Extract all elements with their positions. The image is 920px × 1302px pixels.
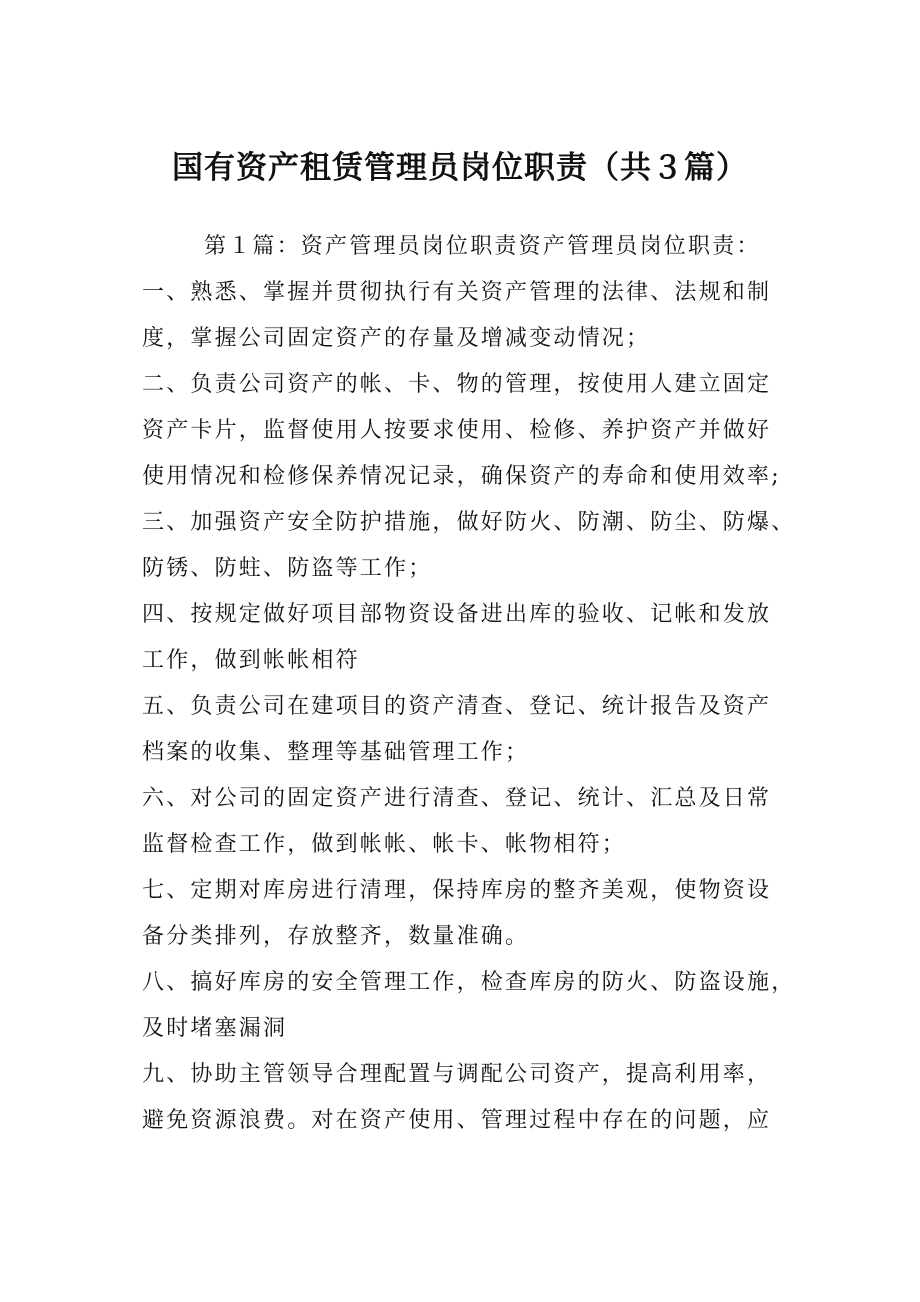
document-body (142, 224, 796, 1144)
body-line: 九、协助主管领导合理配置与调配公司资产，提高利用率， (142, 1062, 772, 1087)
body-line: 资产卡片，监督使用人按要求使用、检修、养护资产并做好 (142, 418, 772, 443)
body-line: 七、定期对库房进行清理，保持库房的整齐美观，使物资设 (142, 878, 772, 903)
body-line: 备分类排列，存放整齐，数量准确。 (142, 924, 530, 949)
body-line: 三、加强资产安全防护措施，做好防火、防潮、防尘、防爆、 (142, 510, 796, 535)
body-line: 度，掌握公司固定资产的存量及增减变动情况； (142, 326, 651, 351)
body-line: 及时堵塞漏洞 (142, 1016, 288, 1041)
document-title: 国有资产租赁管理员岗位职责（共３篇） (172, 150, 748, 186)
body-line: 五、负责公司在建项目的资产清查、登记、统计报告及资产 (142, 694, 772, 719)
body-line: 工作，做到帐帐相符 (142, 648, 360, 673)
body-line: 八、搞好库房的安全管理工作，检查库房的防火、防盗设施， (142, 970, 796, 995)
body-line: 一、熟悉、掌握并贯彻执行有关资产管理的法律、法规和制 (142, 280, 772, 305)
body-line: 监督检查工作，做到帐帐、帐卡、帐物相符； (142, 832, 627, 857)
intro-line: 第１篇：资产管理员岗位职责资产管理员岗位职责： (204, 234, 761, 259)
body-line: 档案的收集、整理等基础管理工作； (142, 740, 530, 765)
body-line: 避免资源浪费。对在资产使用、管理过程中存在的问题，应 (142, 1108, 772, 1133)
body-line: 二、负责公司资产的帐、卡、物的管理，按使用人建立固定 (142, 372, 772, 397)
body-line: 六、对公司的固定资产进行清查、登记、统计、汇总及日常 (142, 786, 772, 811)
body-line: 防锈、防蛀、防盗等工作； (142, 556, 433, 581)
body-line: 四、按规定做好项目部物资设备进出库的验收、记帐和发放 (142, 602, 772, 627)
body-line: 使用情况和检修保养情况记录，确保资产的寿命和使用效率; (142, 464, 781, 489)
